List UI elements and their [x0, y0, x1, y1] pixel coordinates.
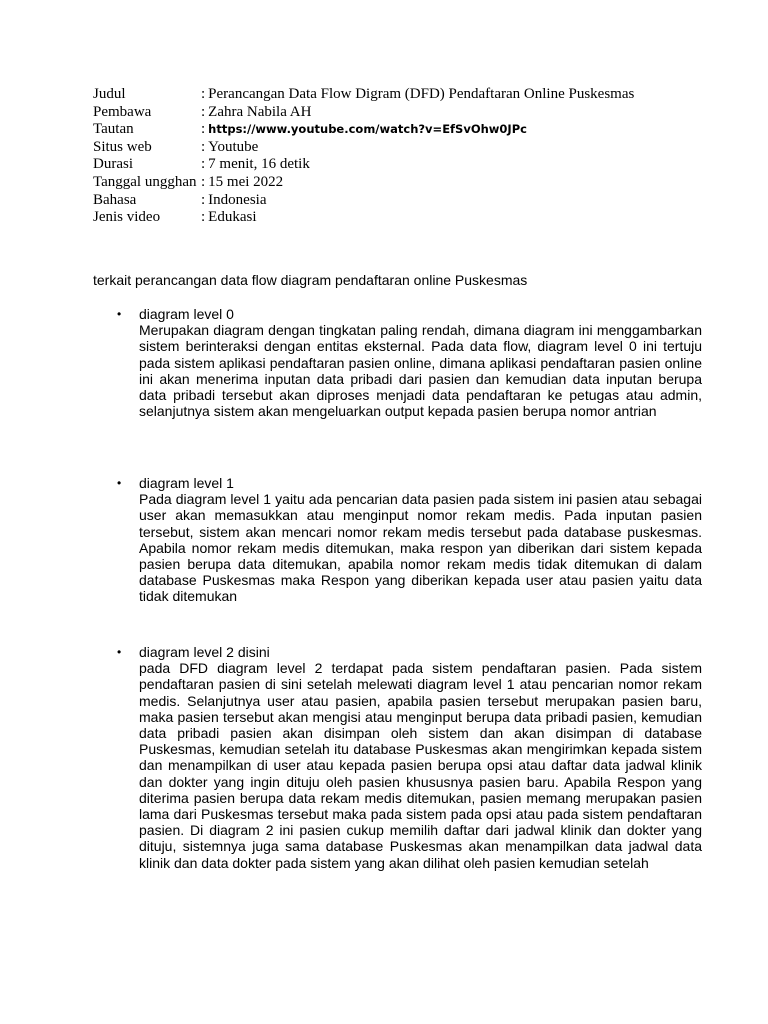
metadata-separator: :	[201, 191, 206, 208]
metadata-separator: :	[201, 86, 206, 102]
metadata-row-pembawa	[93, 104, 634, 122]
metadata-separator: :	[201, 138, 206, 155]
metadata-key: Tanggal ungghan	[93, 173, 197, 190]
metadata-row-jenis-video	[93, 209, 634, 227]
intro-paragraph: terkait perancangan data flow diagram pendaftaran online Puskesmas	[93, 272, 528, 288]
section-diagram-level-2	[117, 644, 702, 871]
bullet-icon: •	[117, 307, 122, 321]
metadata-row-tanggal	[93, 174, 634, 192]
metadata-table	[93, 86, 634, 227]
section-diagram-level-1	[117, 475, 702, 605]
metadata-value-duration: 7 menit, 16 detik	[208, 156, 310, 173]
metadata-key: Pembawa	[93, 103, 152, 120]
section-body: Merupakan diagram dengan tingkatan paling rendah, dimana diagram ini menggambarkan sistem berinteraksi dengan entitas eksternal. Pada data flow, diagram level 0 ini tertuju pada sistem aplikasi pendaftaran pasien online, dimana aplikasi pendaftaran pasien online ini akan menerima inputan data pribadi dari pasien dan kemudian data inputan berupa data pribadi tersebut akan diproses menjadi data pendaftaran ke petugas atau admin, selanjutnya sistem akan mengeluarkan output kepada pasien berupa nomor antrian	[139, 322, 702, 420]
video-link[interactable]: https://www.youtube.com/watch?v=EfSvOhw0JPc	[208, 122, 527, 137]
metadata-value-video-type: Edukasi	[208, 209, 257, 226]
metadata-key: Situs web	[93, 138, 152, 155]
section-diagram-level-0	[117, 306, 702, 419]
section-body: Pada diagram level 1 yaitu ada pencarian data pasien pada sistem ini pasien atau sebagai user akan memasukkan atau menginput nomor rekam medis. Pada inputan pasien tersebut, sistem akan mencari nomor rekam medis tersebut pada database puskesmas. Apabila nomor rekam medis ditemukan, maka respon yan diberikan dari sistem kepada pasien berupa data ditemukan, apabila nomor rekam medis tidak ditemukan di dalam database Puskesmas maka Respon yang diberikan kepada user atau pasien yaitu data tidak ditemukan	[139, 491, 702, 605]
metadata-separator: :	[201, 173, 206, 190]
metadata-separator: :	[201, 209, 206, 226]
section-heading: diagram level 1	[139, 475, 234, 491]
metadata-value-title: Perancangan Data Flow Digram (DFD) Pendaftaran Online Puskesmas	[208, 86, 635, 102]
metadata-row-situs-web	[93, 139, 634, 157]
bullet-icon: •	[117, 476, 122, 490]
metadata-value-upload-date: 15 mei 2022	[208, 173, 284, 190]
section-heading: diagram level 2 disini	[139, 644, 270, 660]
metadata-row-bahasa	[93, 192, 634, 210]
bullet-icon: •	[117, 645, 122, 659]
metadata-value-presenter: Zahra Nabila AH	[208, 103, 312, 120]
metadata-separator: :	[201, 103, 206, 120]
metadata-key: Bahasa	[93, 191, 137, 208]
section-heading: diagram level 0	[139, 306, 234, 322]
metadata-key: Jenis video	[93, 209, 161, 226]
metadata-value-language: Indonesia	[208, 191, 267, 208]
section-body: pada DFD diagram level 2 terdapat pada sistem pendaftaran pasien. Pada sistem pendaftaran pasien di sini setelah melewati diagram level 1 atau pencarian nomor rekam medis. Selanjutnya user atau pasien, apabila pasien tersebut merupakan pasien baru, maka pasien tersebut akan mengisi atau menginput berupa data pribadi pasien, kemudian data pribadi pasien akan disimpan oleh sistem dan akan disimpan di database Puskesmas, kemudian setelah itu database Puskesmas akan mengirimkan kepada sistem dan menampilkan di user atau kepada pasien berupa opsi atau daftar data jadwal klinik dan dokter yang ingin dituju oleh pasien khususnya pasien baru. Apabila Respon yang diterima pasien berupa data rekam medis ditemukan, pasien memang merupakan pasien lama dari Puskesmas tersebut maka pada sistem pada opsi atau pada sistem pendaftaran pasien. Di diagram 2 ini pasien cukup memilih daftar dari jadwal klinik dan dokter yang dituju, sistemnya juga sama database Puskesmas akan menampilkan data jadwal data klinik dan data dokter pada sistem yang akan dilihat oleh pasien kemudian setelah	[139, 660, 702, 871]
metadata-row-tautan	[93, 121, 634, 139]
metadata-row-durasi	[93, 156, 634, 174]
metadata-key: Tautan	[93, 121, 134, 138]
metadata-separator: :	[201, 156, 206, 173]
metadata-value-website: Youtube	[208, 138, 259, 155]
metadata-row-judul	[93, 86, 634, 104]
metadata-key: Durasi	[93, 156, 133, 173]
metadata-key: Judul	[93, 86, 126, 102]
metadata-separator: :	[201, 121, 206, 138]
